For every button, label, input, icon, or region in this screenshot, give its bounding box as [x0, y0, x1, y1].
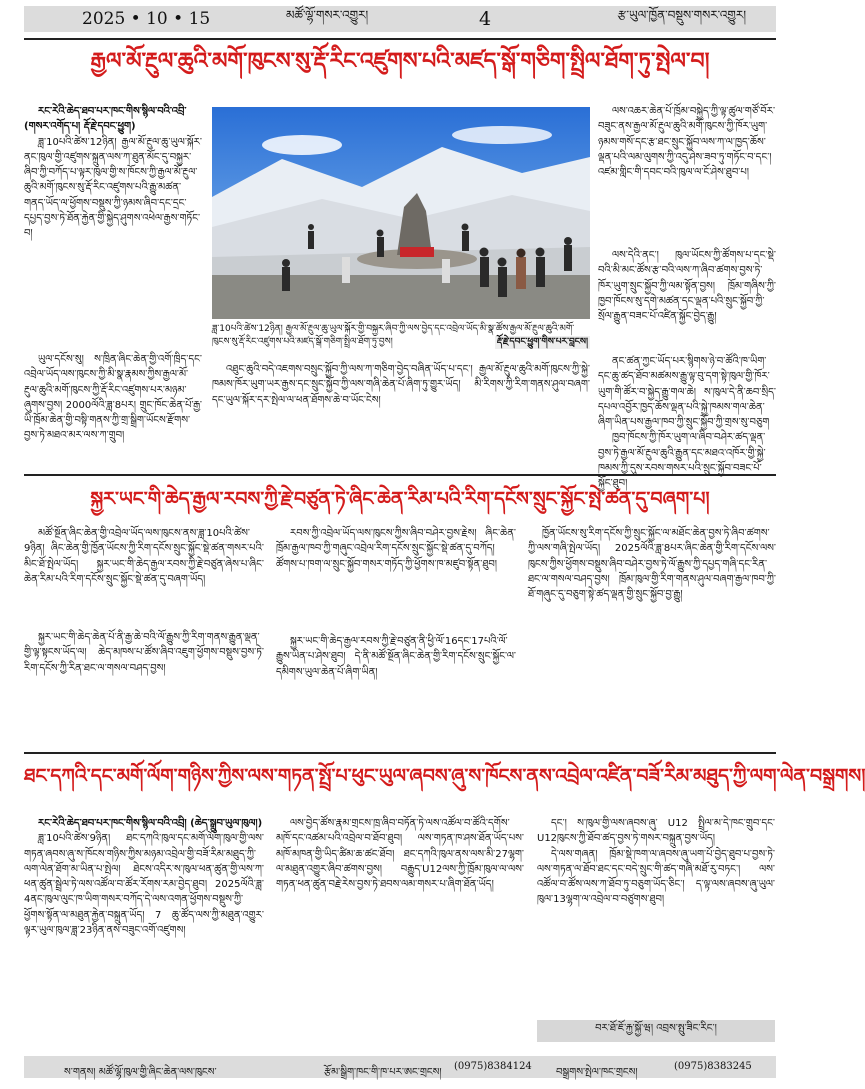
paper-name-right: རྩ་ཡུལ་ཁྱོན་བསྡུས་གསར་འགྱུར།: [617, 8, 746, 22]
article-3-paragraph: ཟླ་10པའི་ཚེས་9ཉིན། ཐང་དཀའི་ཁུལ་དང་མགོ་ལོག་ཁུལ་གྱི་ལས་གཏན་ཞབས་ཞུ་ས་ཁོངས་གཉིས་ཀྱིས་མཉམ་འབྲེལ་གྱི་བཟོ་རིམ་མཐུད་ཀྱི་ལག་ལེན་ཐོག་མ་ཡིན་པ་སྤེལ། ཐེངས་འདིར་ས་ཁུལ་ཕན་ཚུན་གྱི་ལས་ཀ་ཕན་ཚུན་སྦྲེལ་ཏེ་ལས་འཚོལ་བ་ཚོར་རོགས་རམ་བྱེད་ཐུབ། 2025ལོའི་ཟླ་4ནང་ཁུལ་ལུང་ཁ་ཡིག་གསར་བཀོད་དེ་ལས་འགན་ཕྱོགས་བསྡུས་ཀྱི་ཕྱོགས་སྟོན་ལ་མཐུན་རྐྱེན་བསྐྲུན་ཡོད། 7 ཆུ་ཚོད་ལས་ཀྱི་མཐུན་འགྱུར་ལྟར་ཡུལ་ཁུལ་ཟླ་23ཉིན་ནས་བཟུང་འགོ་འཛུགས།: [24, 833, 264, 937]
article-3-byline: རང་རེའི་ཆེད་ཐབ་པར་ཁང་གིས་སྙིལ་བའི་འབྲི། (ཆེད་སྒྲུབ་ཡུལ་ཁུལ།): [38, 818, 263, 829]
article-1-column-3: [598, 104, 776, 244]
article-divider-1: [24, 474, 776, 476]
issue-date: 2025 • 10 • 15: [82, 9, 211, 29]
page-number: 4: [479, 8, 492, 30]
author-box: [537, 1020, 775, 1042]
author-line: བར་ཐོ་ཇོ་རྐྱ་སྐྱོ་ཝ། འབྲས་སྤུ་ཟིང་རིང་།: [595, 1023, 717, 1034]
article-2-paragraph: རབས་ཀྱི་འབྲེལ་ཡོད་ལས་ཁུངས་ཀྱིས་ཞིབ་བཤེར་བྱས་རྗེས། ཞིང་ཆེན་ཁྲོམ་རྒྱལ་ཁབ་ཀྱི་གཞུང་འབྲེལ་རིག་དངོས་སྲུང་སྐྱོང་སྡེ་ཚན་དུ་བཀོད། ཚོགས་པ་ཁག་ལ་སྲུང་སྐྱོབ་གསར་གཏོད་ཀྱི་ཕྱོགས་ཁ་མཛུབ་སྟོན་ཐུབ།: [276, 528, 516, 570]
article-divider-2: [24, 752, 776, 754]
header-divider: [24, 38, 776, 40]
article-1-column-1b: [24, 352, 202, 460]
article-2-paragraph: སྐྱར་ཡང་གི་ཆེད་ཆེན་པོ་ནི་རྒྱ་ཆེ་བའི་ལོ་རྒྱུས་ཀྱི་རིག་གནས་རྒྱུན་ལྡན་གྱི་ལྟ་སྟངས་ཡོད་ལ། ཆེད་མཁས་པ་ཚོས་ཞིབ་འཇུག་ཕྱོགས་བསྡུས་བྱས་ཏེ་རིག་དངོས་ཀྱི་རིན་ཐང་ལ་གསལ་བཤད་བྱས།: [24, 632, 264, 674]
photo-credit: རྡོ་རྗེ་དབང་ཕྱུག་གིས་པར་བླངས།: [496, 337, 588, 347]
article-2-column-3: [528, 526, 776, 740]
article-1-paragraph: ལས་དེའི་ནང་། ཁུལ་ཡོངས་ཀྱི་ཚོགས་པ་དང་སྡེ་བའི་མི་མང་ཚོས་རྩ་བའི་ལས་ཀ་ཞིབ་ཚགས་བྱས་ཏེ་ཁོར་ཡུག་སྲུང་སྐྱོབ་ཀྱི་ལམ་སྟོན་བྱས། ཁྲོམ་གཞིས་ཀྱི་ཁྱབ་ཁོངས་སུ་དགེ་མཚན་དང་ལྡན་པའི་སྲུང་སྐྱོབ་ཀྱི་སྲོལ་རྒྱུན་བཟང་པོ་འཛིན་སྐྱོང་བྱེད་རྒྱུ།: [598, 250, 776, 323]
article-1-paragraph: ཡུལ་དངོས་སུ། ས་ཁྲིན་ཞིང་ཆེན་གྱི་འགོ་ཁྲིད་དང་འབྲེལ་ཡོད་ལས་ཁུངས་ཀྱི་མི་སྣ་རྣམས་ཀྱིས་རྒྱལ་མོ་རྔུལ་ཆུའི་མགོ་ཁུངས་ཀྱི་རྡོ་རིང་འཛུགས་པར་མཉམ་ཞུགས་བྱས། 2000ལོའི་ཟླ་8པར། གྲུང་ཁོང་ཆེན་པོ་རྒྱ་ཡི་ཁྲོམ་ཆེན་གྱི་བསྟི་གནས་ཀྱི་གྲ་སྒྲིག་ཡོངས་རྫོགས་བྱས་ཏེ་མཐའ་མར་ལས་ཀ་གྲུབ།: [24, 354, 202, 442]
article-1-paragraph: འཐུང་ཆུའི་བདེ་འཇགས་བསྲུང་སྐྱོབ་ཀྱི་ལས་ཀ་གཅིག་བྱེད་བཞིན་ཡོད་པ་དང་། རྒྱལ་མོ་རྔུལ་ཆུའི་མགོ་ཁུངས་ཀྱི་སྐྱེ་ཁམས་ཁོར་ཡུག་ཡར་རྒྱས་དང་སྲུང་སྐྱོབ་ཀྱི་ལས་གཞི་ཆེན་པོ་ཞིག་ཏུ་གྱུར་ཡོད། མི་རིགས་ཀྱི་རིག་གནས་ཤུལ་བཞག་དང་ཡུལ་སྐོར་དར་སྤེལ་ལ་ཕན་ཐོགས་ཆེ་བ་ཡོང་ངེས།: [212, 364, 590, 406]
article-2-column-2: [276, 526, 516, 632]
article-2-column-1b: [24, 630, 264, 740]
article-3-paragraph: ལས་བྱེད་ཚོས་རྣམ་གྲངས་ཁྲ་ཞིབ་བཏོན་ཏེ་ལས་འཚོལ་བ་ཚོའི་དགོས་མཁོ་དང་འཚམ་པའི་འབྲེལ་བ་ཐོབ་ཐུབ། ལས་གཏན་ཁ་ཤས་ཐོན་ཡོད་པས་མཁོ་མཁན་གྱི་ཡིད་ཚིམ་ཆ་ཚང་ཐོབ། ཐང་དཀའི་ཁུལ་ནས་ལས་མི་27ལྷག་ལ་མཐུན་འགྱུར་ཞིབ་ཚགས་བྱས། བརྒྱུད་U12ལས་ཀྱི་ཁྲོམ་ཁུལ་ལ་ལས་གཏན་ཕན་ཚུན་བརྗེ་རེས་བྱས་ཏེ་ཐབས་ལམ་གསར་པ་ཞིག་ཐོན་ཡོད།: [276, 818, 524, 891]
print-phone-label: བསྒྲགས་སྤེལ་ཁང་གྲངས།: [556, 1067, 638, 1078]
article-3-paragraph: དང་། ས་ཁུལ་གྱི་ལས་ཞབས་ཞུ་ U12 སྤྲིལ་མ་དེ་ཁང་གྲུབ་དང་U12ཁུངས་ཀྱི་ཐོབ་ཚད་བྱས་ཏེ་གསར་བསྐྲུན་བྱས་ཡོད།: [537, 818, 775, 845]
page-header: [24, 6, 776, 32]
article-2-column-2b: [276, 634, 516, 740]
article-2-paragraph: སྐྱར་ཡང་གི་ཆེད་རྒྱལ་རབས་ཀྱི་རྗེ་བཙུན་ནི་ཕྱི་ལོ་16དང་17པའི་ལོ་རྒྱུས་ཡིན་པ་ཤེས་ཐུབ། དེ་ནི་མཚོ་སྔོན་ཞིང་ཆེན་གྱི་རིག་དངོས་སྲུང་སྐྱོང་ལ་དམིགས་ཡུལ་ཆེན་པོ་ཞིག་ཡིན།: [276, 636, 516, 678]
publisher-info: ས་གནས། མཚོ་ལྷོ་ཁུལ་གྱི་ཞིང་ཆེན་ལས་ཁུངས་: [64, 1067, 217, 1078]
article-1-column-1: [24, 104, 202, 348]
article-1-byline: རང་རེའི་ཆེད་ཐབ་པར་ཁང་གིས་སྙིལ་བའི་འབྲི་ (གསར་འགོད་པ། རྡོ་རྗེ་དབང་ཕྱུག): [24, 106, 187, 133]
article-1-paragraph: ནང་ཚན་ཀྱང་ཡོད་པར་སྙིགས་ཉེ་བ་ཚོའི་ཁ་ཡིག་དང་ཆུ་ཚད་ཐོབ་མཚམས་རྒྱུ་ལྟ་བུ་དག་སྟེ་ཁུལ་གྱི་ཁོར་ཡུག་གི་ཚོར་བ་སྐྱེད་རྒྱུ་གལ་ཆེ། ས་ཁུལ་དེ་ནི་ཆབ་སྲིད་དཔལ་འབྱོར་ཁྱད་ཆོས་ལྡན་པའི་སྐྱེ་ཁམས་གལ་ཆེན་ཞིག་ཡིན་པས་རྒྱལ་ཁབ་ཀྱི་སྲུང་སྐྱོབ་ཀྱི་གྲས་སུ་བཅུག: [598, 356, 776, 429]
article-1-headline: རྒྱལ་མོ་རྔུལ་ཆུའི་མགོ་ཁུངས་སུ་རྡོ་རིང་འཛུགས་པའི་མཛད་སྒོ་གཅིག་སྤྲིལ་ཐོག་ཏུ་སྤེལ་བ།: [90, 49, 710, 74]
editorial-phone: (0975)8384124: [454, 1061, 532, 1072]
page-footer: [24, 1056, 776, 1078]
article-3-paragraph: དེ་ལས་གཞན། ཁྲོམ་སྡེ་ཁག་ལ་ཞབས་ཞུ་ཡག་པོ་བྱེད་ཐུབ་པ་བྱས་ཏེ་ལས་གཏན་ལ་ཐོབ་ཐང་དང་བདེ་སྲུང་གི་ཚད་གཞི་མཐོ་རུ་བཏང་། ལས་འཚོལ་བ་ཚོས་ལས་ཀ་ཐོབ་ཏུ་བཅུག་ཡོད་ཅིང་། ད་ལྟ་ལས་ཞབས་ཞུ་ཡུལ་ཁུལ་13ལྷག་ལ་འབྲེལ་བ་བཙུགས་ཐུབ།: [537, 848, 775, 906]
article-1-continuation-right: [598, 354, 776, 490]
article-3-column-1: [24, 816, 264, 1048]
photo-caption: [212, 323, 590, 349]
article-1-paragraph: ཟླ་10པའི་ཚེས་12ཉིན། རྒྱལ་མོ་རྔུལ་ཆུ་ཡུལ་སྐོར་ནང་ཁུལ་གྱི་འཛུགས་སྐྲུན་ལས་ཀ་ཐུན་མོང་དུ་བསྐྱར་ཞིབ་ཀྱི་བཀོད་པ་ལྟར་ཁུལ་གྱི་ས་ཁོངས་ཀྱི་རྒྱལ་མོ་རྔུལ་ཆུའི་མགོ་ཁུངས་སུ་རྡོ་རིང་འཛུགས་པའི་རྒྱུ་མཚན་གནད་ཡོད་ལ་ཕྱོགས་བསྡུས་ཀྱི་ཉམས་ཞིབ་དང་དྲང་དཔྱད་བྱས་ཏེ་ཐོན་རྐྱེན་གྱི་སྐྱེད་ཤུགས་འཕེལ་རྒྱས་གཏོང་བ།: [24, 136, 202, 240]
article-2-headline: སྐྱར་ཡང་གི་ཆེད་རྒྱལ་རབས་ཀྱི་རྗེ་བཙུན་ཏེ་ཞིང་ཆེན་རིམ་པའི་རིག་དངོས་སྲུང་སྐྱོང་སྤེ་ཚན་དུ་བཞག་པ།: [90, 488, 710, 510]
article-1-paragraph: ལས་འཆར་ཆེན་པོ་ཁྲོམ་བསྐྱེད་ཀྱི་ལྟ་ཚུལ་གཙོ་བོར་བཟུང་ནས་རྒྱལ་མོ་རྔུལ་ཆུའི་མགོ་ཁུངས་ཀྱི་ཁོར་ཡུག་ཉམས་གསོ་དང་རྩ་ཐང་སྲུང་སྐྱོབ་ལས་ཀ་ལ་ཁྱད་ཆོས་ལྡན་པའི་ལམ་ལུགས་ཀྱི་འདུ་ཤེས་ཟབ་ཏུ་གཏོང་བ་དང་། འཛམ་གླིང་གི་དབང་བའི་ཁུལ་ལ་ངོ་ཤེས་ཐུབ་པ།: [598, 106, 776, 179]
article-2-paragraph: མཚོ་སྔོན་ཞིང་ཆེན་གྱི་འབྲེལ་ཡོད་ལས་ཁུངས་ནས་ཟླ་10པའི་ཚེས་9ཉིན། ཞིང་ཆེན་གྱི་ཁྱོན་ཡོངས་ཀྱི་རིག་དངོས་སྲུང་སྐྱོང་སྡེ་ཚན་གསར་པའི་མིང་ཐོ་སྤེལ་ཡོད། སྐྱར་ཡང་གི་ཆེད་རྒྱལ་རབས་ཀྱི་རྗེ་བཙུན་ཞེས་པ་ཞིང་ཆེན་རིམ་པའི་རིག་དངོས་སྲུང་སྐྱོང་སྡེ་ཚན་དུ་བཞག་ཡོད།: [24, 528, 264, 585]
paper-name-left: མཚོ་ལྷོ་གསར་འགྱུར།: [286, 8, 369, 22]
article-3-headline: ཐང་དཀའི་དང་མགོ་ལོག་གཉིས་ཀྱིས་ལས་གཏན་སྤྲོ་པ་ཕུང་ཡུལ་ཞབས་ཞུ་ས་ཁོངས་ནས་འབྲེལ་འཛིན་བཟོ་རིམ་མཐུད་ཀྱི་ལག་ལེན་བསྒྲགས།: [24, 765, 865, 787]
article-1-continuation: [212, 362, 590, 460]
article-2-column-1: [24, 526, 264, 628]
article-1-paragraph: ཁྱབ་ཁོངས་ཀྱི་ཁོར་ཡུག་ལ་ཞིབ་བཤེར་ཚད་ལྡན་བྱས་ཏེ་རྒྱལ་མོ་རྔུལ་ཆུའི་རྒྱུན་དང་མཐའ་འཁོར་གྱི་སྐྱེ་ཁམས་ཀྱི་དུས་རབས་གསར་པའི་སྲུང་སྐྱོབ་བཟང་པོ་སྐྱོང་ཐུབ།: [598, 432, 766, 490]
article-1-column-3b: [598, 248, 776, 350]
stele-photo: [212, 107, 590, 319]
article-3-column-2: [276, 816, 524, 1048]
print-phone: (0975)8383245: [674, 1061, 752, 1072]
article-3-column-3: [537, 816, 775, 1016]
article-2-paragraph: ཁྱོན་ཡོངས་སུ་རིག་དངོས་ཀྱི་སྲུང་སྐྱོང་ལ་མཐོང་ཆེན་བྱས་ཏེ་ཞིབ་ཚགས་ཀྱི་ལས་གཞི་སྤེལ་ཡོད། 2025ལོའི་ཟླ་8པར་ཞིང་ཆེན་གྱི་རིག་དངོས་ལས་ཁུངས་ཀྱིས་ཕྱོགས་བསྡུས་ཞིབ་བཤེར་བྱས་ཏེ་ལོ་རྒྱུས་ཀྱི་དཔྱད་གཞི་དང་རིན་ཐང་ལ་གསལ་བཤད་བྱས། ཁྲོམ་ཁུལ་གྱི་རིག་གནས་ཤུལ་བཞག་རྒྱལ་ཁབ་ཀྱི་ཐོ་གཞུང་དུ་བཅུག་སྟེ་ཚད་ལྡན་གྱི་སྲུང་སྐྱོབ་བྱ་རྒྱུ།: [528, 528, 776, 601]
mountain-stele-image: [212, 107, 590, 319]
editorial-phone-label: རྩོམ་སྒྲིག་ཁང་གི་ཁ་པར་ཨང་གྲངས།: [324, 1067, 442, 1078]
caption-text: ཟླ་10པའི་ཚེས་12ཉིན། རྒྱལ་མོ་རྔུལ་ཆུ་ཡུལ་སྐོར་གྱི་བསྐྱར་ཞིབ་ཀྱི་ལས་བྱེད་དང་འབྲེལ་ཡོད་མི་སྣ་ཚོས་རྒྱལ་མོ་རྔུལ་ཆུའི་མགོ་ཁུངས་སུ་རྡོ་རིང་འཛུགས་པའི་མཛད་སྒོ་གཅིག་སྤྲིལ་ཐོག་ཏུ་བྱས།: [212, 324, 575, 347]
